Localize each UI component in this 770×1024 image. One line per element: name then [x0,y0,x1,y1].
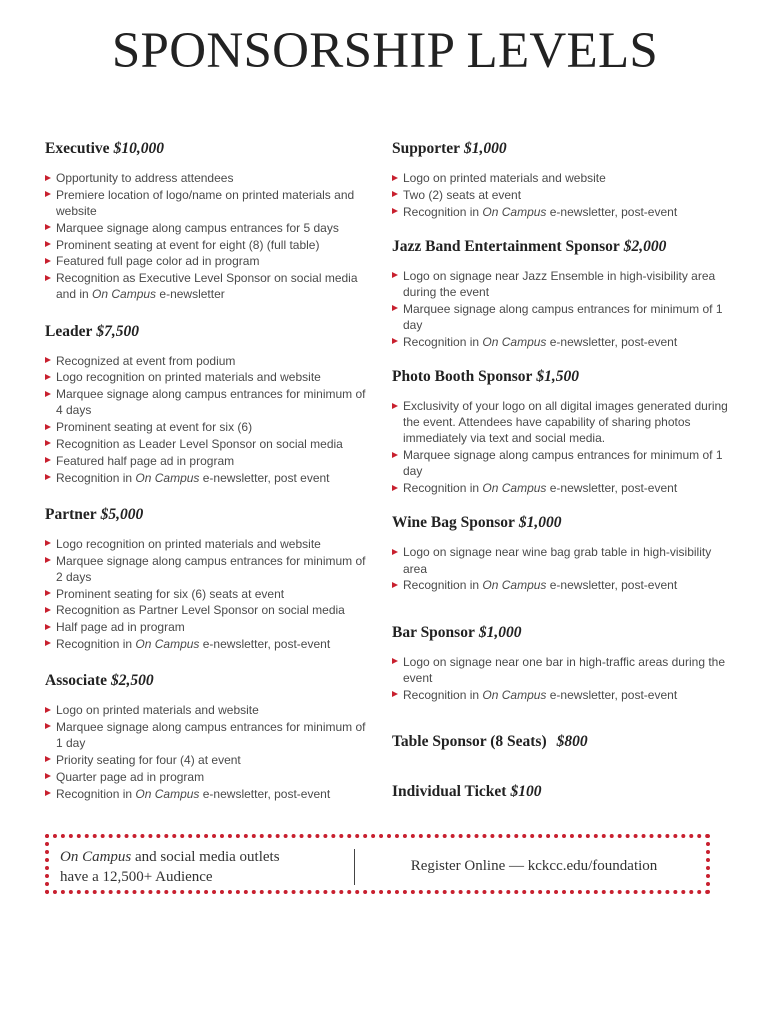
level-name: Photo Booth Sponsor [392,368,533,385]
level-name: Executive [45,140,110,157]
level-heading [392,368,732,386]
arrow-bullet-icon [45,773,51,779]
arrow-bullet-icon [45,624,51,630]
arrow-bullet-icon [392,191,398,197]
level-price: $10,000 [113,140,164,157]
level-associate [45,672,375,802]
benefit-item: Marquee signage along campus entrances for minimum of 2 days [45,553,375,585]
benefit-item: Logo on signage near one bar in high-traffic areas during the event [392,654,732,686]
level-price: $1,500 [536,368,580,385]
benefit-list [45,702,375,802]
benefit-item: Recognition in On Campus e-newsletter, post-event [45,786,375,802]
right-column [392,140,732,801]
arrow-bullet-icon [45,391,51,397]
level-photo-booth [392,368,732,496]
level-table-sponsor [392,733,732,751]
benefit-item: Recognition in On Campus e-newsletter, post-event [392,204,732,220]
benefit-item: Recognition in On Campus e-newsletter, post-event [392,687,732,703]
level-heading [392,514,732,532]
level-heading [45,323,375,341]
left-column [45,140,375,802]
arrow-bullet-icon [392,175,398,181]
level-price: $5,000 [100,505,144,523]
arrow-bullet-icon [45,457,51,463]
benefit-item: Prominent seating for six (6) seats at event [45,586,375,602]
level-price: $1,000 [464,140,507,157]
arrow-bullet-icon [45,707,51,713]
level-heading [392,783,732,801]
level-leader [45,323,375,486]
arrow-bullet-icon [45,241,51,247]
arrow-bullet-icon [392,549,398,555]
audience-line1: and social media outlets [135,849,280,865]
arrow-bullet-icon [45,175,51,181]
level-name: Wine Bag Sponsor [392,514,515,532]
benefit-item: Featured half page ad in program [45,453,375,469]
level-heading [45,140,375,158]
level-price: $2,500 [111,672,154,690]
arrow-bullet-icon [392,272,398,278]
audience-brand: On Campus [60,849,132,865]
benefit-item: Logo on signage near Jazz Ensemble in high-visibility area during the event [392,268,732,300]
level-heading [45,672,375,690]
benefit-list [45,536,375,652]
benefit-item: Recognition as Executive Level Sponsor on social media and in On Campus e-newsletter [45,270,375,302]
benefit-item: Marquee signage along campus entrances for minimum of 4 days [45,386,375,418]
level-price: $1,000 [478,623,522,641]
level-name: Individual Ticket [392,782,507,800]
arrow-bullet-icon [392,582,398,588]
audience-line2: have a 12,500+ Audience [60,869,213,885]
benefit-item: Marquee signage along campus entrances for minimum of 1 day [392,301,732,333]
benefit-item: Half page ad in program [45,619,375,635]
arrow-bullet-icon [45,357,51,363]
audience-note [60,847,340,887]
benefit-item: Premiere location of logo/name on printed materials and website [45,187,375,219]
benefit-item: Two (2) seats at event [392,187,732,203]
level-name: Jazz Band Entertainment Sponsor [392,237,620,255]
benefit-item: Marquee signage along campus entrances for minimum of 1 day [392,447,732,479]
level-name: Table Sponsor (8 Seats) [392,732,547,750]
level-heading [392,733,732,751]
level-name: Partner [45,505,97,523]
arrow-bullet-icon [392,208,398,214]
benefit-list [392,654,732,703]
benefit-item: Recognition as Leader Level Sponsor on social media [45,436,375,452]
level-bar [392,624,732,703]
benefit-list [45,170,375,303]
level-wine-bag [392,514,732,593]
arrow-bullet-icon [45,756,51,762]
benefit-item: Priority seating for four (4) at event [45,752,375,768]
arrow-bullet-icon [45,440,51,446]
level-name: Leader [45,322,93,340]
page-title: SPONSORSHIP LEVELS [111,23,659,79]
benefit-item: Prominent seating at event for six (6) [45,419,375,435]
benefit-item: Recognized at event from podium [45,353,375,369]
footer-box [45,834,710,894]
benefit-item: Logo recognition on printed materials and website [45,536,375,552]
benefit-list [392,170,732,220]
arrow-bullet-icon [45,790,51,796]
benefit-item: Recognition in On Campus e-newsletter, post-event [392,334,732,350]
level-heading [392,140,732,158]
arrow-bullet-icon [45,557,51,563]
level-name: Bar Sponsor [392,623,475,641]
level-price: $100 [510,782,542,800]
level-executive [45,140,375,303]
benefit-item: Recognition in On Campus e-newsletter, post-event [45,636,375,652]
register-online-link[interactable]: Register Online — kckcc.edu/foundation [410,858,658,874]
footer-divider [354,849,355,885]
arrow-bullet-icon [45,723,51,729]
benefit-item: Recognition in On Campus e-newsletter, post-event [392,577,732,593]
level-heading [392,624,732,642]
benefit-list [45,353,375,486]
benefit-list [392,398,732,496]
benefit-item: Recognition as Partner Level Sponsor on social media [45,602,375,618]
level-individual-ticket [392,783,732,801]
benefit-item: Recognition in On Campus e-newsletter, post event [45,470,375,486]
arrow-bullet-icon [45,258,51,264]
level-price: $7,500 [96,322,139,340]
benefit-list [392,268,732,350]
benefit-item: Marquee signage along campus entrances for 5 days [45,220,375,236]
level-jazz-band [392,238,732,350]
level-name: Associate [45,672,107,690]
level-heading [392,238,732,256]
benefit-item: Logo on printed materials and website [392,170,732,186]
level-supporter [392,140,732,220]
arrow-bullet-icon [45,607,51,613]
arrow-bullet-icon [392,403,398,409]
benefit-item: Logo on signage near wine bag grab table in high-visibility area [392,544,732,576]
benefit-item: Opportunity to address attendees [45,170,375,186]
benefit-item: Logo recognition on printed materials and website [45,369,375,385]
arrow-bullet-icon [45,590,51,596]
level-name: Supporter [392,140,461,157]
benefit-item: Exclusivity of your logo on all digital images generated during the event. Attendees have capability of sharing photos immediately via text and social media. [392,398,732,447]
benefit-item: Marquee signage along campus entrances for minimum of 1 day [45,719,375,751]
arrow-bullet-icon [45,374,51,380]
benefit-item: Featured full page color ad in program [45,253,375,269]
arrow-bullet-icon [45,474,51,480]
benefit-list [392,544,732,593]
arrow-bullet-icon [45,640,51,646]
level-heading [45,506,375,524]
benefit-item: Prominent seating at event for eight (8) (full table) [45,237,375,253]
arrow-bullet-icon [45,540,51,546]
arrow-bullet-icon [392,485,398,491]
arrow-bullet-icon [45,275,51,281]
arrow-bullet-icon [45,224,51,230]
arrow-bullet-icon [392,452,398,458]
level-price: $800 [556,732,588,750]
arrow-bullet-icon [392,691,398,697]
arrow-bullet-icon [392,338,398,344]
benefit-item: Recognition in On Campus e-newsletter, post-event [392,480,732,496]
level-price: $2,000 [623,237,667,255]
level-price: $1,000 [518,514,562,532]
arrow-bullet-icon [392,305,398,311]
level-partner [45,506,375,652]
arrow-bullet-icon [392,658,398,664]
benefit-item: Logo on printed materials and website [45,702,375,718]
arrow-bullet-icon [45,191,51,197]
benefit-item: Quarter page ad in program [45,769,375,785]
arrow-bullet-icon [45,424,51,430]
